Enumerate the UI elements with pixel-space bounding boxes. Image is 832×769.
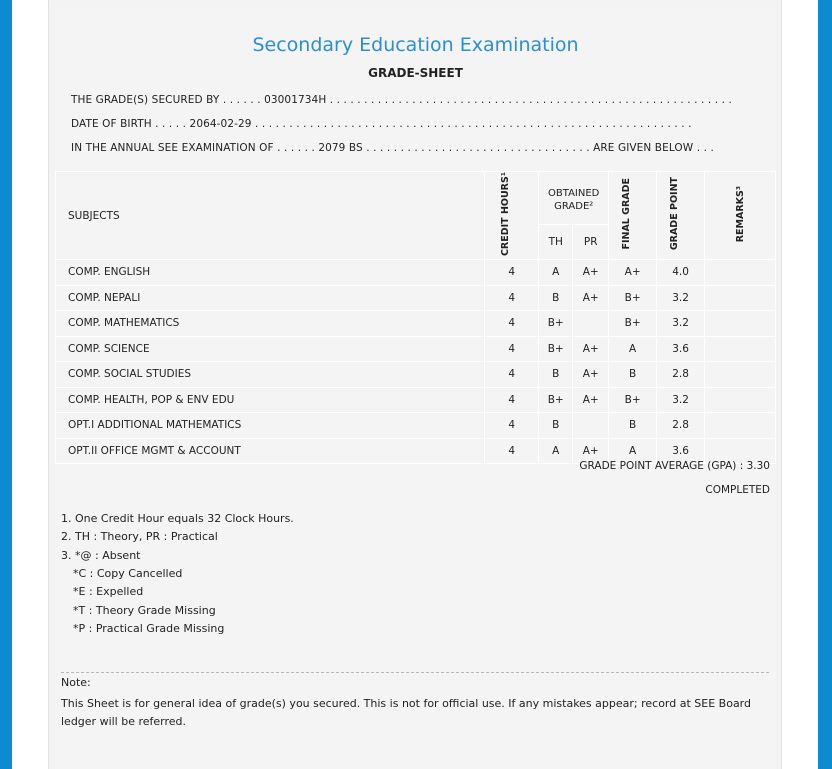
header-obtained-grade: OBTAINED GRADE² — [539, 172, 609, 225]
pr-grade-cell: A+ — [573, 387, 609, 413]
table-row — [56, 413, 776, 439]
table-row — [56, 285, 776, 311]
subject-cell: COMP. SCIENCE — [56, 336, 485, 362]
date-of-birth-line: DATE OF BIRTH . . . . . 2064-02-29 . . . . . . . . . . . . . . . . . . . . . . . . . . . . . . . . . . . . . . . . . . . . . . . . . . . . . . . . . . . . . . . . — [71, 118, 692, 130]
right-border-bar — [818, 0, 832, 769]
page-title: Secondary Education Examination — [252, 34, 579, 56]
subject-cell: COMP. ENGLISH — [56, 260, 485, 286]
pr-grade-cell: A+ — [573, 260, 609, 286]
footnote-item: 2. TH : Theory, PR : Practical — [61, 530, 218, 543]
footnote-item: *T : Theory Grade Missing — [73, 604, 216, 617]
pr-grade-cell: A+ — [573, 438, 609, 464]
final-grade-cell: B — [609, 362, 657, 388]
th-grade-cell: B — [539, 362, 573, 388]
pr-grade-cell — [573, 413, 609, 439]
subject-cell: OPT.I ADDITIONAL MATHEMATICS — [56, 413, 485, 439]
th-grade-cell: B — [539, 285, 573, 311]
remarks-cell — [705, 260, 776, 286]
credit-cell: 4 — [485, 260, 539, 286]
table-row — [56, 336, 776, 362]
grade-sheet-page — [48, 0, 782, 769]
grade-point-cell: 2.8 — [657, 413, 705, 439]
remarks-cell — [705, 285, 776, 311]
table-row — [56, 362, 776, 388]
final-grade-cell: A+ — [609, 260, 657, 286]
credit-cell: 4 — [485, 438, 539, 464]
grades-table — [55, 171, 776, 464]
header-grade-point: GRADE POINT — [657, 172, 705, 260]
pr-grade-cell: A+ — [573, 285, 609, 311]
footnote-item: *P : Practical Grade Missing — [73, 622, 225, 635]
final-grade-cell: A — [609, 438, 657, 464]
grade-sheet-panel — [55, 8, 776, 769]
grade-point-cell: 3.6 — [657, 336, 705, 362]
th-grade-cell: B+ — [539, 336, 573, 362]
header-pr: PR — [573, 225, 609, 260]
subject-cell: COMP. NEPALI — [56, 285, 485, 311]
pr-grade-cell — [573, 311, 609, 337]
remarks-cell — [705, 413, 776, 439]
credit-cell: 4 — [485, 285, 539, 311]
note-text: This Sheet is for general idea of grade(s) you secured. This is not for official use. If any mistakes appear; record at SEE Board ledger will be referred. — [61, 697, 751, 728]
subject-cell: COMP. HEALTH, POP & ENV EDU — [56, 387, 485, 413]
th-grade-cell: B+ — [539, 311, 573, 337]
subject-cell: COMP. SOCIAL STUDIES — [56, 362, 485, 388]
th-grade-cell: A — [539, 438, 573, 464]
header-credit-hours: CREDIT HOURS¹ — [485, 172, 539, 260]
right-margin — [782, 0, 818, 769]
final-grade-cell: B+ — [609, 285, 657, 311]
header-final-grade: FINAL GRADE — [609, 172, 657, 260]
exam-line: IN THE ANNUAL SEE EXAMINATION OF . . . . . . 2079 BS . . . . . . . . . . . . . . . . . . . . . . . . . . . . . . . . . ARE GIVEN BELOW . . . — [71, 142, 714, 154]
result-status: COMPLETED — [705, 484, 770, 496]
grade-point-cell: 3.2 — [657, 311, 705, 337]
header-th: TH — [539, 225, 573, 260]
grade-point-cell: 3.2 — [657, 387, 705, 413]
gpa-line: GRADE POINT AVERAGE (GPA) : 3.30 — [579, 460, 770, 472]
pr-grade-cell: A+ — [573, 362, 609, 388]
th-grade-cell: B — [539, 413, 573, 439]
subject-cell: OPT.II OFFICE MGMT & ACCOUNT — [56, 438, 485, 464]
credit-cell: 4 — [485, 362, 539, 388]
grade-point-cell: 2.8 — [657, 362, 705, 388]
th-grade-cell: B+ — [539, 387, 573, 413]
table-row — [56, 311, 776, 337]
grade-point-cell: 3.2 — [657, 285, 705, 311]
left-border-bar — [0, 0, 12, 769]
credit-cell: 4 — [485, 336, 539, 362]
final-grade-cell: A — [609, 336, 657, 362]
footnote-item: 3. *@ : Absent — [61, 549, 141, 562]
note-label: Note: — [61, 676, 91, 689]
pr-grade-cell: A+ — [573, 336, 609, 362]
footnote-item: 1. One Credit Hour equals 32 Clock Hours. — [61, 512, 294, 525]
table-row — [56, 387, 776, 413]
secured-by-line: THE GRADE(S) SECURED BY . . . . . . 03001734H . . . . . . . . . . . . . . . . . . . . . . . . . . . . . . . . . . . . . . . . . . . . . . . . . . . . . . . . . . . — [71, 94, 732, 106]
remarks-cell — [705, 336, 776, 362]
final-grade-cell: B+ — [609, 387, 657, 413]
footnote-item: *E : Expelled — [73, 585, 144, 598]
final-grade-cell: B — [609, 413, 657, 439]
header-remarks: REMARKS³ — [705, 172, 776, 260]
page-subtitle: GRADE-SHEET — [368, 66, 463, 80]
credit-cell: 4 — [485, 311, 539, 337]
divider — [61, 672, 769, 673]
credit-cell: 4 — [485, 413, 539, 439]
footnote-item: *C : Copy Cancelled — [73, 567, 183, 580]
final-grade-cell: B+ — [609, 311, 657, 337]
grade-point-cell: 4.0 — [657, 260, 705, 286]
grade-point-cell: 3.6 — [657, 438, 705, 464]
credit-cell: 4 — [485, 387, 539, 413]
remarks-cell — [705, 387, 776, 413]
subject-cell: COMP. MATHEMATICS — [56, 311, 485, 337]
remarks-cell — [705, 362, 776, 388]
header-subjects: SUBJECTS — [56, 172, 485, 260]
table-row — [56, 260, 776, 286]
th-grade-cell: A — [539, 260, 573, 286]
left-margin — [12, 0, 48, 769]
remarks-cell — [705, 311, 776, 337]
